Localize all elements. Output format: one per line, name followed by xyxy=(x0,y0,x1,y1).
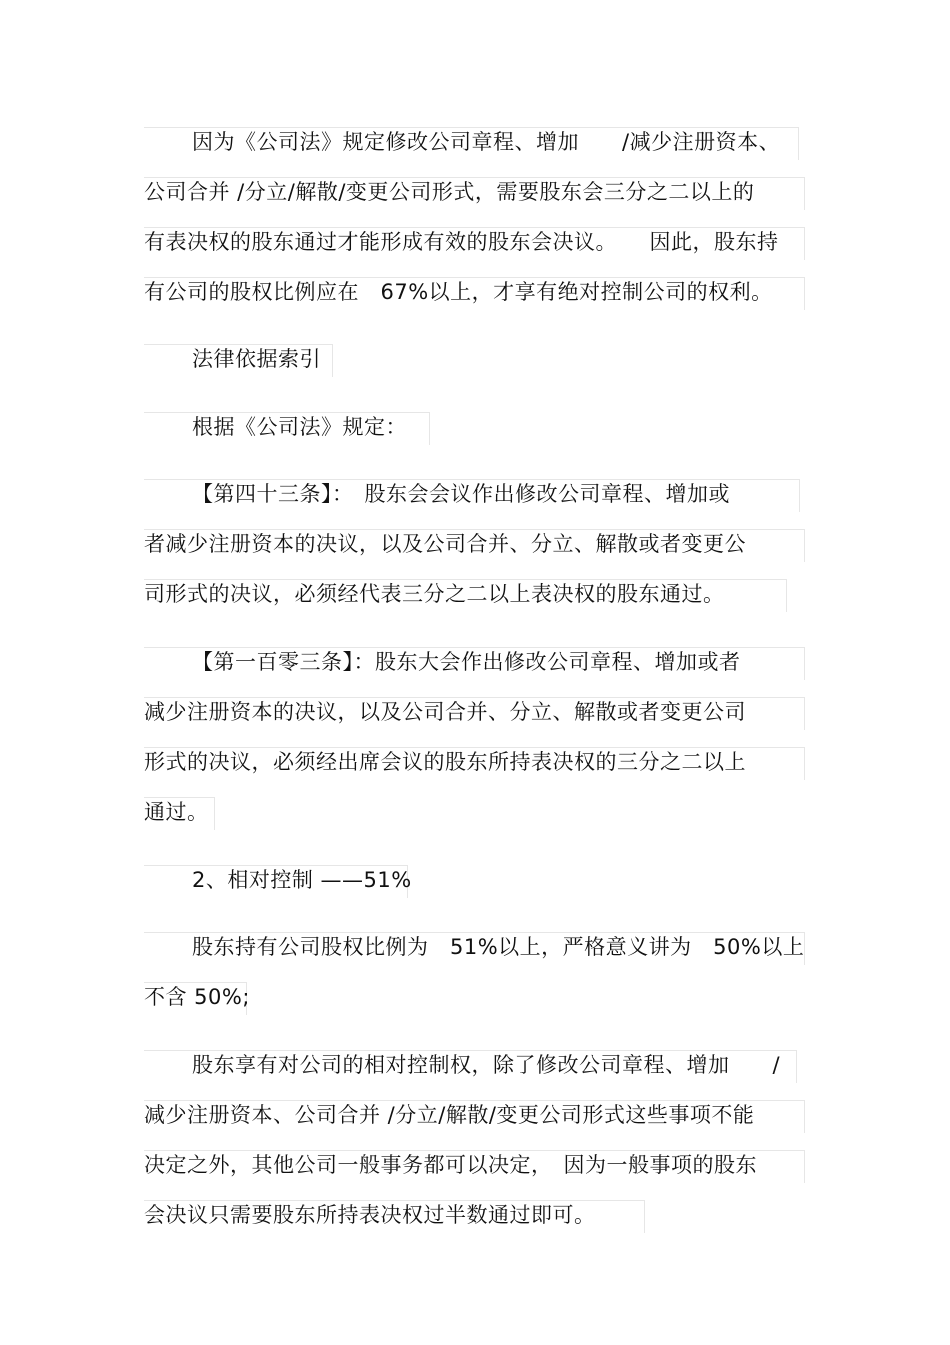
paragraph-line: 减少注册资本、公司合并 /分立/解散/变更公司形式这些事项不能 xyxy=(144,1103,755,1127)
paragraph-line: 有公司的股权比例应在 67%以上，才享有绝对控制公司的权利。 xyxy=(144,280,773,304)
paragraph-line: 股东享有对公司的相对控制权，除了修改公司章程、增加 / xyxy=(192,1053,781,1077)
paragraph-line: 股东持有公司股权比例为 51%以上，严格意义讲为 50%以上 xyxy=(192,935,805,959)
section-heading: 法律依据索引 xyxy=(192,347,321,371)
paragraph-line: 决定之外，其他公司一般事务都可以决定， 因为一般事项的股东 xyxy=(144,1153,757,1177)
article-103-line: 减少注册资本的决议，以及公司合并、分立、解散或者变更公司 xyxy=(144,700,746,724)
article-43-line: 司形式的决议，必须经代表三分之二以上表决权的股东通过。 xyxy=(144,582,725,606)
article-103-line: 通过。 xyxy=(144,800,209,824)
intro-text: 根据《公司法》规定： xyxy=(192,415,407,439)
article-103-line: 【第一百零三条】：股东大会作出修改公司章程、增加或者 xyxy=(192,650,741,674)
paragraph-line: 会决议只需要股东所持表决权过半数通过即可。 xyxy=(144,1203,596,1227)
article-43-line: 者减少注册资本的决议，以及公司合并、分立、解散或者变更公 xyxy=(144,532,746,556)
paragraph-line: 有表决权的股东通过才能形成有效的股东会决议。 因此，股东持 xyxy=(144,230,779,254)
paragraph-line: 公司合并 /分立/解散/变更公司形式，需要股东会三分之二以上的 xyxy=(144,180,755,204)
paragraph-line: 因为《公司法》规定修改公司章程、增加 /减少注册资本、 xyxy=(192,130,781,154)
paragraph-line: 不含 50%; xyxy=(144,985,250,1009)
article-43-line: 【第四十三条】： 股东会会议作出修改公司章程、增加或 xyxy=(192,482,730,506)
section-2-heading: 2、相对控制 ——51% xyxy=(192,868,412,892)
article-103-line: 形式的决议，必须经出席会议的股东所持表决权的三分之二以上 xyxy=(144,750,746,774)
